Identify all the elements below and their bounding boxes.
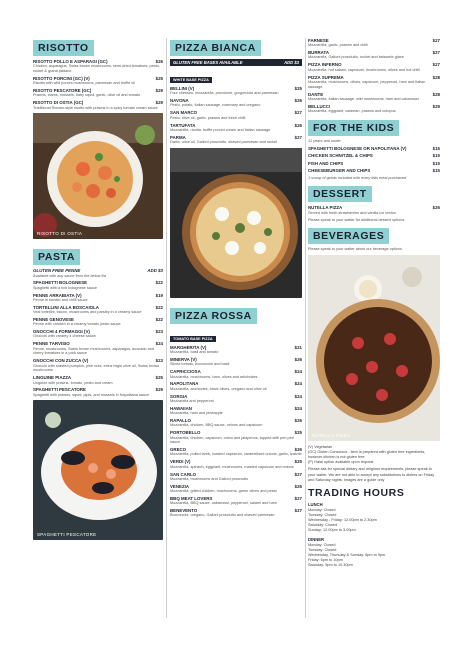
menu-item-name: LINGUINE PIAZZA [33, 375, 72, 381]
menu-item-description: Mozzarella, ricotta, truffle porcini cream and Italian sausage [170, 127, 271, 132]
menu-item-name: RISOTTO PORCINI (GC) (V) [33, 75, 90, 81]
text-line: Tuesday: Closed [308, 547, 337, 552]
menu-item [308, 153, 440, 158]
menu-item-price: $29 [432, 103, 440, 109]
menu-item [170, 369, 302, 379]
kids-title: FOR THE KIDS [308, 120, 399, 136]
menu-item [170, 135, 302, 145]
beverages-note: Please speak to your waiter about our beverage options [308, 247, 402, 252]
menu-item-description: Gnocchi with roasted pumpkin, pine nuts, extra virgin olive oil, Swiss brown mushrooms [33, 363, 160, 373]
menu-item [33, 305, 163, 315]
menu-item-price: $25 [155, 75, 163, 81]
menu-item-name: BELLINI (V) [170, 86, 195, 91]
menu-item [33, 76, 163, 86]
menu-item [170, 394, 302, 404]
menu-item [308, 161, 440, 166]
pasta-list [33, 280, 163, 397]
menu-item-price: $26 [294, 483, 302, 489]
menu-item [170, 459, 302, 469]
menu-item-price: $15 [432, 153, 440, 159]
menu-item-description: Mozzarella, BBQ sauce, cabanossi, pepperoni, salami and ham [170, 501, 277, 506]
pizza-bianca-gf-price: ADD $3 [284, 60, 299, 65]
menu-item-name: PENNE TARVISIO [33, 341, 70, 347]
menu-item-description: Sliced tomato, bocconcini and basil [170, 362, 230, 367]
menu-item-price: $24 [294, 369, 302, 375]
menu-item [33, 375, 163, 385]
menu-item-price: $26 [294, 98, 302, 104]
menu-item-description: Mozzarella, Italian sausage, wild mushrooms, ham and cabanossi [308, 96, 419, 101]
menu-item-description: Veal tortellini, bacon, mushrooms and parsley in a creamy sauce [33, 310, 142, 315]
menu-item-name: GNOCCHI CON ZUCCA (V) [33, 358, 89, 364]
menu-item-description: Chicken, asparagus, Swiss brown mushrooms, semi-dried tomatoes, pesto, rocket & grana padano [33, 64, 160, 74]
menu-item-price: $27 [294, 496, 302, 501]
menu-item-description: Penne in tomato and chilli sauce [33, 297, 88, 302]
pizza-image [170, 148, 302, 298]
menu-item-price: $27 [294, 134, 302, 140]
pizza-rossa-title: PIZZA ROSSA [170, 308, 257, 324]
menu-item [308, 205, 440, 215]
menu-item-price: $29 [155, 387, 163, 393]
menu-item-name: PIZZA SUPREMA [308, 74, 344, 80]
menu-item-price: $25 [155, 375, 163, 381]
menu-item-description: Mozzarella, mushrooms, ham, olives and artichokes [170, 374, 258, 379]
menu-item-name: SAN MARCO [170, 110, 198, 116]
menu-item [33, 280, 163, 290]
menu-item-name: CHICKEN SCHNITZEL & CHIPS [308, 153, 373, 159]
menu-item [170, 418, 302, 428]
menu-item-price: $22 [155, 316, 163, 322]
menu-item-price: $15 [432, 160, 440, 166]
menu-item-price: $24 [294, 381, 302, 387]
risotto-photo [33, 113, 163, 239]
pizza-bianca-gf-band [170, 59, 302, 66]
menu-item [308, 62, 440, 72]
menu-item-price: $24 [155, 341, 163, 347]
menu-item [170, 484, 302, 494]
menu-item-name: FISH AND CHIPS [308, 160, 344, 166]
menu-item-description: Garlic, olive oil, Galloni prosciutto, shaved parmesan and rocket [170, 140, 278, 145]
menu-item-price: $28 [432, 91, 440, 97]
pizza-bianca-list [170, 86, 302, 145]
menu-item-price: $27 [432, 62, 440, 68]
menu-item-price: $26 [294, 447, 302, 453]
menu-item-price: $24 [294, 405, 302, 411]
menu-item-price: $19 [155, 292, 163, 298]
text-line: Wednesday - Friday: 12.00pm to 2.30pm [308, 518, 377, 523]
text-line: Monday: Closed [308, 507, 336, 512]
menu-item-description: Mozzarella, basil and tomato [170, 350, 219, 355]
lunch-label: LUNCH [308, 501, 323, 507]
pizza-photo [170, 148, 302, 298]
menu-item [33, 341, 163, 356]
menu-item [308, 92, 440, 102]
menu-item-name: RISOTTO POLLO E ASPARAGI (GC) [33, 59, 108, 64]
text-line: Saturday: 5pm to 10.30pm [308, 563, 353, 568]
menu-item-price: $23 [155, 358, 163, 364]
menu-item-description: Penne, mushrooms, Swiss brown mushrooms, asparagus, avocado and cherry tomatoes in a pork sauce [33, 346, 154, 356]
menu-item-price: $25 [294, 459, 302, 465]
menu-item-description: Four cheeses, mozzarella, provolone, gorgonzola and parmesan [170, 91, 279, 96]
menu-item-price: $21 [294, 344, 302, 350]
menu-item-price: $22 [155, 304, 163, 310]
menu-item-price: $27 [432, 38, 440, 43]
menu-item [33, 387, 163, 397]
menu-item-description: Mozzarella, chicken, BBQ sauce, onions and capsicum [170, 423, 263, 428]
lunch-lines [308, 508, 440, 534]
menu-item-description: Mozzarella, mushrooms and Galloni prosciutto [170, 476, 249, 481]
menu-item [170, 430, 302, 445]
menu-item-name: SPAGHETTI PESCATORE [33, 387, 86, 393]
menu-item-name: MINERVA (V) [170, 357, 197, 363]
menu-item-description: Penne with chicken in a creamy tomato pesto sauce [33, 322, 121, 327]
menu-item-price: $26 [294, 418, 302, 424]
dietary-legend [308, 445, 440, 466]
text-line: (P) Halal option available upon request [308, 460, 374, 465]
dietary-notes: Please ask for special dietary and religious requirements, please speak to your waiter. We are not able to accept any substitutions to dishes on Friday and Saturday nights. Images are a guide only [308, 467, 435, 482]
menu-item-name: BELLUCCI [308, 103, 331, 109]
kids-footer: 1 scoop of gelato included with every kids meal purchased [308, 175, 407, 180]
menu-item-price: $24 [294, 393, 302, 399]
menu-item-name: TORTELLINI ALLA BOSCAIOLA [33, 304, 99, 310]
text-line: Sunday: 12.00pm to 3.00pm [308, 528, 356, 533]
menu-item [170, 110, 302, 120]
menu-item-price: $26 [155, 59, 163, 64]
risotto-photo-caption: RISOTTO DI OSTIA [37, 231, 83, 237]
menu-item-price: $23 [155, 329, 163, 335]
menu-item-description: Linguine with prawns, tomato, pesto and cream [33, 380, 113, 385]
menu-item-name: VERDI (V) [170, 459, 191, 465]
pizza-bianca-gf-label: GLUTEN FREE BASES AVAILABLE [173, 60, 243, 65]
menu-item-row [308, 161, 440, 166]
menu-item-name: BURRATA [308, 50, 330, 56]
menu-item-price: $26 [294, 122, 302, 128]
menu-item-price: $26 [432, 205, 440, 211]
column-middle [170, 38, 302, 520]
menu-item-description: Mozzarella, ham and pineapple [170, 411, 223, 416]
nutella-photo [308, 255, 440, 441]
menu-item-price: $29 [155, 100, 163, 106]
menu-item [33, 88, 163, 98]
text-line: (V) Vegetarian [308, 444, 333, 449]
menu-item-description: Mozzarella, mushrooms, olives, capsicum, pepperoni, ham and Italian sausage [308, 79, 426, 89]
menu-item [170, 472, 302, 482]
menu-item [170, 406, 302, 416]
menu-item [170, 98, 302, 108]
pasta-title: PASTA [33, 249, 80, 265]
menu-item-name: MARGHERITA (V) [170, 344, 207, 350]
menu-item-price: $15 [432, 168, 440, 174]
menu-item-description: Risotto with wild porcini mushrooms, parmesan and truffle oil [33, 81, 136, 86]
menu-item-price: $25 [294, 430, 302, 436]
pizza-rossa-list [170, 345, 302, 518]
nutella-image [308, 255, 440, 441]
menu-item-description: Traditional Roman-style risotto with prawns in a spicy tomato cream sauce [33, 105, 158, 110]
lunch-hours [308, 502, 440, 534]
menu-item-name: PENNE ARRABIATA (V) [33, 292, 82, 298]
beverages-title: BEVERAGES [308, 228, 389, 244]
menu-item-description: Bocconcini, oregano, Galloni prosciutto and shaved parmesan [170, 513, 275, 518]
risotto-list [33, 59, 163, 110]
menu-item-row [308, 146, 440, 151]
menu-item-name: PARMA [170, 134, 186, 140]
menu-item [170, 381, 302, 391]
menu-item-name: RISOTTO DI OSTIA (GC) [33, 100, 84, 106]
menu-item [170, 508, 302, 518]
menu-item-name: DANTE [308, 91, 324, 97]
menu-item-name: SPAGHETTI BOLOGNESE [33, 280, 88, 286]
menu-item [170, 496, 302, 506]
menu-item-description: Spaghetti with prawns, squid, pipis, and mussels in Napolitana sauce [33, 392, 150, 397]
pasta-gf-label: GLUTEN FREE PENNE [33, 268, 81, 274]
menu-item-name: SORGIA [170, 393, 188, 399]
pizza-rossa-tag: TOMATO BASE PIZZA [170, 336, 216, 342]
menu-item-name: SPAGHETTI BOLOGNESE OR NAPOLITANA (V) [308, 145, 407, 151]
text-line: Wednesday, Thursday & Sunday: 6pm to 9pm [308, 552, 386, 557]
pizza-bianca-tag: WHITE BASE PIZZA [170, 77, 212, 83]
dinner-label: DINNER [308, 536, 325, 542]
menu-item [170, 86, 302, 96]
menu-item-name: SAN CARLO [170, 471, 197, 477]
menu-item-name: TARTUFATA [170, 122, 196, 128]
menu-item-price: $27 [294, 508, 302, 514]
menu-item-row [308, 153, 440, 158]
pasta-gf-note: Available with any sauce from the below list [33, 273, 107, 278]
trading-hours-title: TRADING HOURS [308, 486, 405, 499]
menu-item [170, 357, 302, 367]
menu-item-description: Pesto, olive oil, garlic, prawns and fresh chilli [170, 115, 246, 120]
menu-item-name: NAPOLITANA [170, 381, 199, 387]
menu-item-name: PENNE GENOVESE [33, 316, 74, 322]
menu-item-name: BBQ MEAT LOVERS [170, 496, 213, 501]
menu-item-description: Mozzarella and pepperoni [170, 398, 214, 403]
menu-item-description: Mozzarella, eggplant, calamari, prawns and octopus [308, 109, 396, 114]
menu-item [170, 345, 302, 355]
text-line: Monday: Closed [308, 542, 336, 547]
pasta-gf-price: ADD $3 [147, 268, 163, 274]
column-left [33, 38, 163, 540]
menu-item-name: GRECO [170, 447, 187, 453]
menu-item-description: Mozzarella, garlic, prawns and chilli [308, 43, 368, 48]
menu-item [308, 104, 440, 114]
menu-item [308, 50, 440, 60]
menu-item [308, 38, 440, 48]
menu-item-name: BENEVENTO [170, 508, 198, 514]
column-divider [305, 38, 306, 618]
menu-item-name: FARNESE [308, 38, 329, 43]
menu-item-name: NUTELLA PIZZA [308, 205, 343, 211]
pasta-image [33, 400, 163, 540]
risotto-title: RISOTTO [33, 40, 94, 56]
menu-item [308, 168, 440, 173]
menu-item-description: Gnocchi with creamy 4 cheese sauce [33, 334, 96, 339]
menu-item-price: $29 [155, 88, 163, 94]
menu-item [33, 358, 163, 373]
menu-item-price: $26 [294, 357, 302, 363]
menu-item-name: NAVONA [170, 98, 189, 104]
menu-item-price: $25 [294, 86, 302, 91]
menu-item [170, 447, 302, 457]
menu-item-description: Mozzarella, grilled chicken, mushrooms, green olives and pesto [170, 489, 277, 494]
menu-item [33, 100, 163, 110]
menu-item-description: Served with fresh strawberries and vanilla ice cream [308, 210, 396, 215]
dinner-hours [308, 537, 440, 569]
menu-item-description: Pesto, potato, Italian sausage, rosemary and oregano [170, 103, 261, 108]
menu-item-description: Mozzarella, hot salami, capsicum, mushrooms, olives and hot chilli [308, 67, 420, 72]
dessert-note: Please speak to your waiter for additional dessert options [308, 217, 405, 222]
menu-item-price: $15 [432, 145, 440, 151]
menu-item [308, 75, 440, 90]
text-line: Tuesday: Closed [308, 513, 337, 518]
menu-item-name: PIZZA INFERNO [308, 62, 342, 68]
menu-item-name: RISOTTO PESCATORE (GC) [33, 88, 92, 94]
menu-item-price: $27 [294, 110, 302, 116]
menu-item-name: RAPALLO [170, 418, 191, 424]
menu-item-description: Mozzarella, Galloni prosciutto, rocket and balsamic glaze [308, 55, 404, 60]
kids-list [308, 146, 440, 174]
menu-item-description: Mozzarella, pulled lamb, roasted capsicum, caramelised onions, garlic, tzatziki [170, 452, 302, 457]
menu-item-description: Mozzarella, chicken, capsicum, onion and jalapenos, topped with peri peri sauce [170, 435, 294, 445]
menu-item-description: Prawns, clams, mussels, baby squid, garlic, olive oil and tomato [33, 93, 141, 98]
menu-item [33, 317, 163, 327]
menu-item-price: $28 [432, 74, 440, 80]
menu-item-price: $27 [294, 471, 302, 477]
menu-item [33, 329, 163, 339]
menu-item-row [308, 168, 440, 173]
column-right [308, 38, 440, 571]
menu-item-name: VENEZIA [170, 483, 190, 489]
text-line: (GC) Gluten Conscious - item is prepared with gluten free ingredients, however kitchen is not gluten free [308, 450, 426, 460]
menu-item [33, 293, 163, 303]
menu-item-price: $22 [155, 280, 163, 286]
nutella-photo-caption: NUTELLA PIZZA [312, 432, 350, 438]
menu-item [33, 59, 163, 74]
pasta-photo-caption: SPAGHETTI PESCATORE [37, 532, 97, 538]
dinner-lines [308, 543, 440, 569]
menu-item-description: Spaghetti with a rich bolognese sauce [33, 285, 97, 290]
menu-item-name: HAWAIIAN [170, 405, 192, 411]
pizza-continued-list [308, 38, 440, 114]
menu-item-name: GNOCCHI 4 FORMAGGI (V) [33, 329, 90, 335]
menu-item [170, 123, 302, 133]
menu-item-description: Mozzarella, spinach, eggplant, mushrooms, roasted capsicum and onions [170, 464, 294, 469]
menu-item [308, 146, 440, 151]
menu-item-name: CHEESEBURGER AND CHIPS [308, 168, 371, 174]
menu-item-description: Mozzarella, anchovies, black olives, oregano and olive oil [170, 386, 267, 391]
text-line: Friday: 6pm to 10pm [308, 558, 343, 563]
text-line: Saturday: Closed [308, 523, 338, 528]
menu-item-price: $27 [432, 50, 440, 56]
pasta-photo [33, 400, 163, 540]
risotto-image [33, 113, 163, 239]
column-divider [166, 38, 167, 618]
dessert-title: DESSERT [308, 186, 372, 202]
pizza-bianca-title: PIZZA BIANCA [170, 40, 261, 56]
menu-item-name: PORTOBELLO [170, 430, 201, 436]
kids-note: 12 years and under [308, 138, 341, 143]
dessert-list [308, 205, 440, 215]
menu-item-name: CAPRICCIOSA [170, 369, 201, 375]
